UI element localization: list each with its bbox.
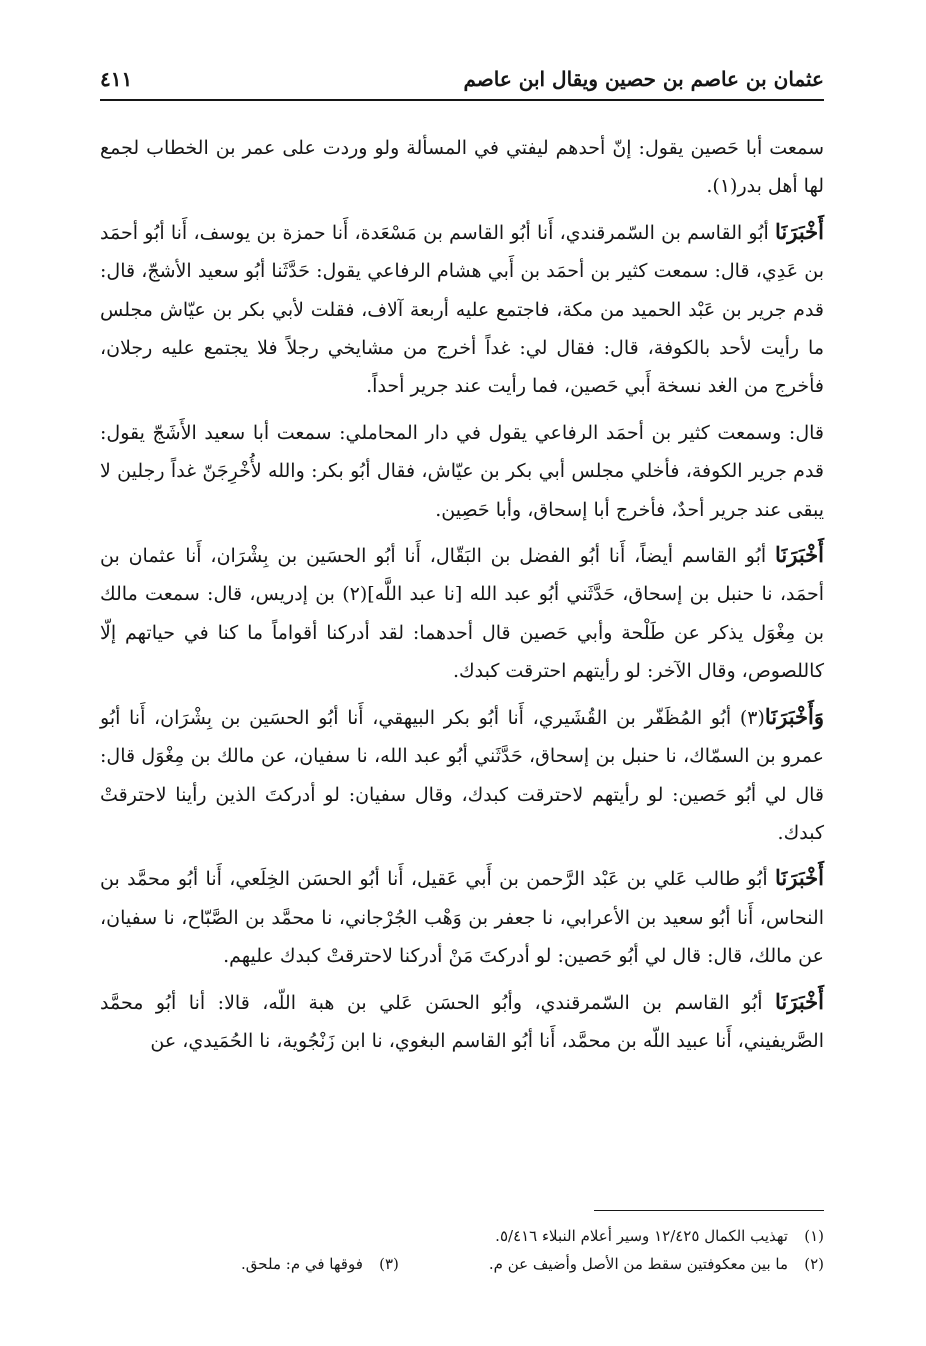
- footnote: [241, 1250, 399, 1278]
- paragraph: [100, 698, 824, 853]
- paragraph-text: (٣) أبُو المُظَفّر بن القُشَيري، أَنا أبُو بكر البيهقي، أَنا أبُو الحسَين بن بِشْرَان، أَنا أبُو عمرو بن السمّاك، نا حنبل بن إسحاق، حَدَّثَني أبُو عبد الله، نا سفيان، عن مالك بن مِغْوَل قال: قال لي أبُو حَصين: لو رأيتهم لاحترقت كبدك، وقال سفيان: لو أدركتَ الذين رأينا لاحترقتْ كبدك.: [100, 706, 824, 844]
- header-title: عثمان بن عاصم بن حصين ويقال ابن عاصم: [463, 67, 824, 91]
- paragraph-text: سمعت أبا حَصين يقول: إنّ أحدهم ليفتي في المسألة ولو وردت على عمر بن الخطاب لجمع لها أهل بدر(١).: [100, 137, 824, 198]
- running-header: [100, 62, 824, 96]
- footnote: [100, 1222, 824, 1250]
- paragraph-lead: أَخْبَرَنَا: [775, 542, 824, 568]
- paragraph-lead: أَخْبَرَنَا: [775, 218, 824, 244]
- paragraph: [100, 983, 824, 1061]
- paragraph: [100, 536, 824, 691]
- footnote-rule: [594, 1210, 824, 1211]
- header-rule: [100, 99, 824, 101]
- paragraph-text: قال: وسمعت كثير بن أحمَد الرفاعي يقول في دار المحاملي: سمعت أبا سعيد الأَشَجّ يقول: قدم جرير الكوفة، فأخلي مجلس أبي بكر بن عيّاش، فقال أبُو بكر: والله لأُخْرِجَنّ غداً رجلين لا يبقى عند جرير أحدٌ، فأخرج أبا إسحاق، وأبا حَصِين.: [100, 421, 824, 521]
- paragraph-lead: أَخْبَرَنَا: [775, 865, 824, 891]
- paragraph-text: أبُو طالب عَلي بن عَبْد الرَّحمن بن أَبي عَقيل، أَنا أبُو الحسَن الخِلَعي، أَنا أبُو محمَّد بن النحاس، أَنا أبُو سعيد بن الأعرابي، نا جعفر بن وَهْب الجُرْجاني، نا محمَّد بن الصَّبّاح، نا سفيان، عن مالك، قال: قال لي أبُو حَصين: لو أدركتَ مَنْ أدركنا لاحترقتْ كبدك عليهم.: [100, 868, 824, 968]
- footnote-number: (٣): [379, 1255, 399, 1273]
- main-text: [100, 128, 824, 1067]
- footnote-text: فوقها في م: ملحق.: [241, 1255, 363, 1273]
- paragraph-lead: أَخْبَرَنَا: [775, 988, 824, 1014]
- footnote-number: (٢): [804, 1255, 824, 1273]
- paragraph: [100, 128, 824, 206]
- footnote-line: [100, 1250, 824, 1278]
- paragraph-text: أبُو القاسم بن السّمرقندي، وأبُو الحسَن عَلي بن هبة اللّه، قالا: أنا أبُو محمَّد الصَّريفيني، أَنا عبيد اللّه بن محمَّد، أَنا أبُو القاسم البغوي، نا ابن زَنْجُوية، نا الحُمَيدي، عن: [100, 991, 824, 1052]
- paragraph-lead: وَأَخْبَرَنَا: [764, 703, 824, 729]
- footnote-number: (١): [804, 1227, 824, 1245]
- paragraph-text: أبُو القاسم أيضاً، أَنا أبُو الفضل بن البَقّال، أَنا أبُو الحسَين بن بِشْرَان، أَنا عثمان بن أحمَد، نا حنبل بن إسحاق، حَدَّثَني أبُو عبد الله [نا عبد اللَّه](٢) بن إدريس، قال: سمعت مالك بن مِغْوَل يذكر عن طَلْحة وأبي حَصين قال أحدهما: لقد أدركنا أقواماً ما كنا في حياتهم إلّا كاللصوص، وقال الآخر: لو رأيتهم احترقت كبدك.: [100, 545, 824, 683]
- paragraph-text: أبُو القاسم بن السّمرقندي، أَنا أبُو القاسم بن مَسْعَدة، أَنا حمزة بن يوسف، أَنا أبُو أحمَد بن عَدِي، قال: سمعت كثير بن أحمَد بن أَبي هشام الرفاعي يقول: حَدَّثَنا أبُو سعيد الأشجّ، قال: قدم جرير بن عَبْد الحميد من مكة، فاجتمع عليه أربعة آلاف، فقلت لأبي بكر بن عيّاش مجلس ما رأيت لأحد بالكوفة، قال: فقال لي: غداً أخرج من مشايخي رجلاً فلا يجتمع عليه رجلان، فأخرج من الغد نسخة أَبي حَصين، فما رأيت عند جرير أحداً.: [100, 221, 824, 398]
- paragraph: [100, 859, 824, 975]
- footnotes: [100, 1222, 824, 1278]
- paragraph: [100, 413, 824, 529]
- footnote-text: تهذيب الكمال ١٢/٤٢٥ وسير أعلام النبلاء ٥/٤١٦.: [495, 1227, 788, 1245]
- page-number: ٤١١: [100, 67, 133, 91]
- footnote-text: ما بين معكوفتين سقط من الأصل وأضيف عن م.: [488, 1255, 788, 1273]
- paragraph: [100, 213, 824, 406]
